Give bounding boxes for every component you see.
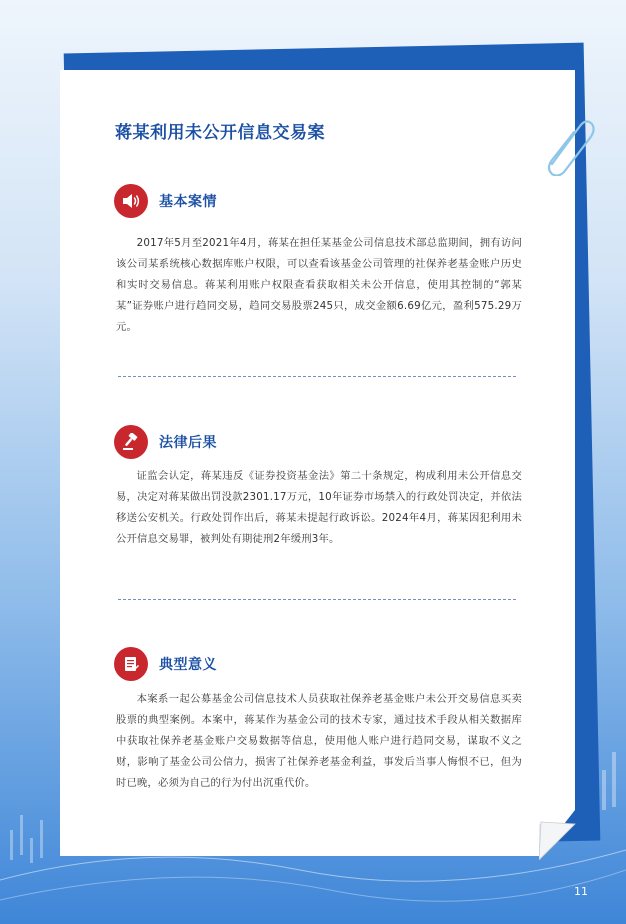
page-corner-fold xyxy=(539,820,579,860)
section-body: 2017年5月至2021年4月，蒋某在担任某基金公司信息技术部总监期间，拥有访问该公司某系统核心数据库账户权限，可以查看该基金公司管理的社保养老基金账户历史和实时交易信息。蒋某利用账户权限查看获取相关未公开信息，使用其控制的“郭某某”证券账户进行趋同交易，趋同交易股票245只，成交金额6.69亿元，盈利575.29万元。 xyxy=(116,237,522,333)
section-heading: 典型意义 xyxy=(159,657,217,673)
dashed-divider xyxy=(118,599,516,600)
section-heading: 基本案情 xyxy=(159,194,217,210)
section-heading: 法律后果 xyxy=(159,435,217,451)
page-title: 蒋某利用未公开信息交易案 xyxy=(115,123,325,143)
document-icon xyxy=(114,647,148,681)
gavel-icon xyxy=(114,425,148,459)
section-significance-header xyxy=(114,647,217,681)
page-number: 11 xyxy=(574,885,588,898)
dashed-divider xyxy=(118,376,516,377)
section-basic-facts-header xyxy=(114,184,217,218)
speaker-icon xyxy=(114,184,148,218)
section-body: 证监会认定，蒋某违反《证券投资基金法》第二十条规定，构成利用未公开信息交易，决定对蒋某做出罚没款2301.17万元，10年证券市场禁入的行政处罚决定，并依法移送公安机关。行政处罚作出后，蒋某未提起行政诉讼。2024年4月，蒋某因犯利用未公开信息交易罪，被判处有期徒刑2年缓刑3年。 xyxy=(116,470,522,545)
section-body: 本案系一起公募基金公司信息技术人员获取社保养老基金账户未公开交易信息买卖股票的典型案例。本案中，蒋某作为基金公司的技术专家，通过技术手段从相关数据库中获取社保养老基金账户交易数据等信息，使用他人账户进行趋同交易，谋取不义之财，影响了基金公司公信力，损害了社保养老基金利益，事发后当事人悔恨不已，但为时已晚，必须为自己的行为付出沉重代价。 xyxy=(116,693,522,789)
section-legal-consequences-header xyxy=(114,425,217,459)
paperclip-icon xyxy=(540,112,596,176)
